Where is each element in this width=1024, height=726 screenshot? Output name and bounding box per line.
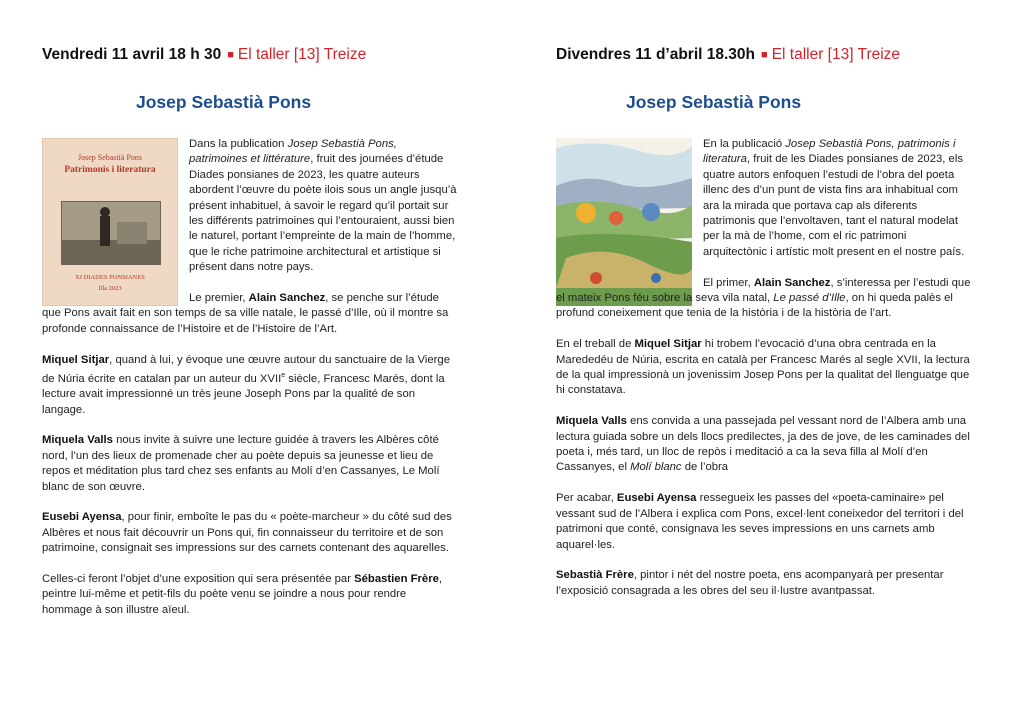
paragraph: Le premier, Alain Sanchez, se penche sur l’étude que Pons avait fait en son temps de sa ville natale, le passé d’Ille, où il montre sa profonde connaissance de l’Histoire et de l’Histoire de l’Art. <box>42 292 449 335</box>
event-date: Divendres 11 d’abril 18.30h <box>556 46 756 63</box>
book-cover-author: Josep Sebastià Pons <box>78 153 142 162</box>
event-venue: El taller [13] Treize <box>237 46 367 63</box>
paragraph: Miquela Valls ens convida a una passejada pel vessant nord de l’Albera amb una lectura guiada sobre un dels llocs predilectes, ja des de jove, de les caminades del poeta i, més tard, un lloc de repòs i meditació a ca la seva filla al Molí d’en Cassanyes, el Molí blanc de l’obra <box>556 415 970 474</box>
article-text <box>42 137 458 634</box>
paragraph: Eusebi Ayensa, pour finir, emboîte le pas du « poète-marcheur » du côté sud des Albères et nous fait découvrir un Pons qui, fin connaisseur du territoire et de son patrimoine, consignait ses impressions sur des carnets contenant des aquarelles. <box>42 511 452 555</box>
paragraph: Dans la publication Josep Sebastià Pons, patrimoines et littérature, fruit des journées d’étude Diades ponsianes de 2023, les quatre auteurs abordent l’œuvre du poète ilois sous un angle jusqu’à présent inhabituel, à savoir le regard qu’il portait sur les différents patrimoines qui l’entouraient, aussi bien le naturel, portant l’empreinte de la main de l’homme, que le riche patrimoine architectural et artistique si présent dans notre pays. <box>189 138 457 274</box>
event-header <box>556 46 900 64</box>
event-venue: El taller [13] Treize <box>771 46 901 63</box>
paragraph: Miquel Sitjar, quand à lui, y évoque une œuvre autour du sanctuaire de la Vierge de Núria écrite en catalan par un auteur du XVIIe siècle, Francesc Marés, dont la lecture avait impressionné un très jeune Joseph Pons par la qualité de son langage. <box>42 353 450 416</box>
book-cover-series: XI DIADES PONSIANES <box>75 274 145 281</box>
paragraph: El primer, Alain Sanchez, s’interessa per l’estudi que el mateix Pons féu sobre la seva vila natal, Le passé d’Ille, on hi queda palès el profund coneixement que tenia de la història i de la història de l’art. <box>556 276 971 320</box>
paragraph: En la publicació Josep Sebastià Pons, patrimonis i literatura, fruit de les Diades ponsianes de 2023, els quatre autors enfoquen l’estudi de l’obra del poeta illenc des d’un punt de vista fins ara inhabitual com ara la mirada que portava cap als diferents patrimonis que l’envoltaven, tant el natural modelat per la mà de l’home, com el ric patrimoni arquitectònic i artístic molt present en el nostre país. <box>703 138 965 258</box>
separator-square: ■ <box>761 49 768 61</box>
article-text <box>556 137 972 615</box>
book-cover-title: Patrimonis i literatura <box>64 165 156 175</box>
paragraph: Sebastià Frère, pintor i nét del nostre poeta, ens acompanyarà per presentar l’exposició consagrada a les obres del seu il·lustre avantpassat. <box>556 569 944 597</box>
author-title: Josep Sebastià Pons <box>136 92 312 112</box>
paragraph: Miquela Valls nous invite à suivre une lecture guidée à travers les Albères côté nord, l’un des lieux de promenade cher au poète depuis sa jeunesse et lieu de repos et méditation plus tard chez ses enfants au Molí d’en Cassanyes, Le Molí blanc de son œuvre. <box>42 434 440 493</box>
author-title: Josep Sebastià Pons <box>626 92 802 112</box>
event-date: Vendredi 11 avril 18 h 30 <box>42 46 222 63</box>
paragraph: Per acabar, Eusebi Ayensa ressegueix les passes del «poeta-caminaire» pel vessant sud de l’Albera i explica com Pons, excel·lent coneixedor del territori i del patrimoni que conté, consignava les seves impressions en uns carnets amb aquarel·les. <box>556 492 964 551</box>
paragraph: En el treball de Miquel Sitjar hi trobem l’evocació d’una obra centrada en la Marededéu de Núria, escrita en català per Francesc Marés al segle XVII, la lectura de la qual impressionà un jovenissim Josep Pons per la qualitat del llenguatge que hi constatava. <box>556 338 970 397</box>
book-cover-place: Illa 2023 <box>98 285 122 292</box>
paragraph: Celles-ci feront l’objet d’une exposition qui sera présentée par Sébastien Frère, peintre lui-même et petit-fils du poète venu se joindre a nous pour rendre hommage à son illustre aïeul. <box>42 573 443 616</box>
event-header <box>42 46 366 64</box>
separator-square: ■ <box>227 49 234 61</box>
